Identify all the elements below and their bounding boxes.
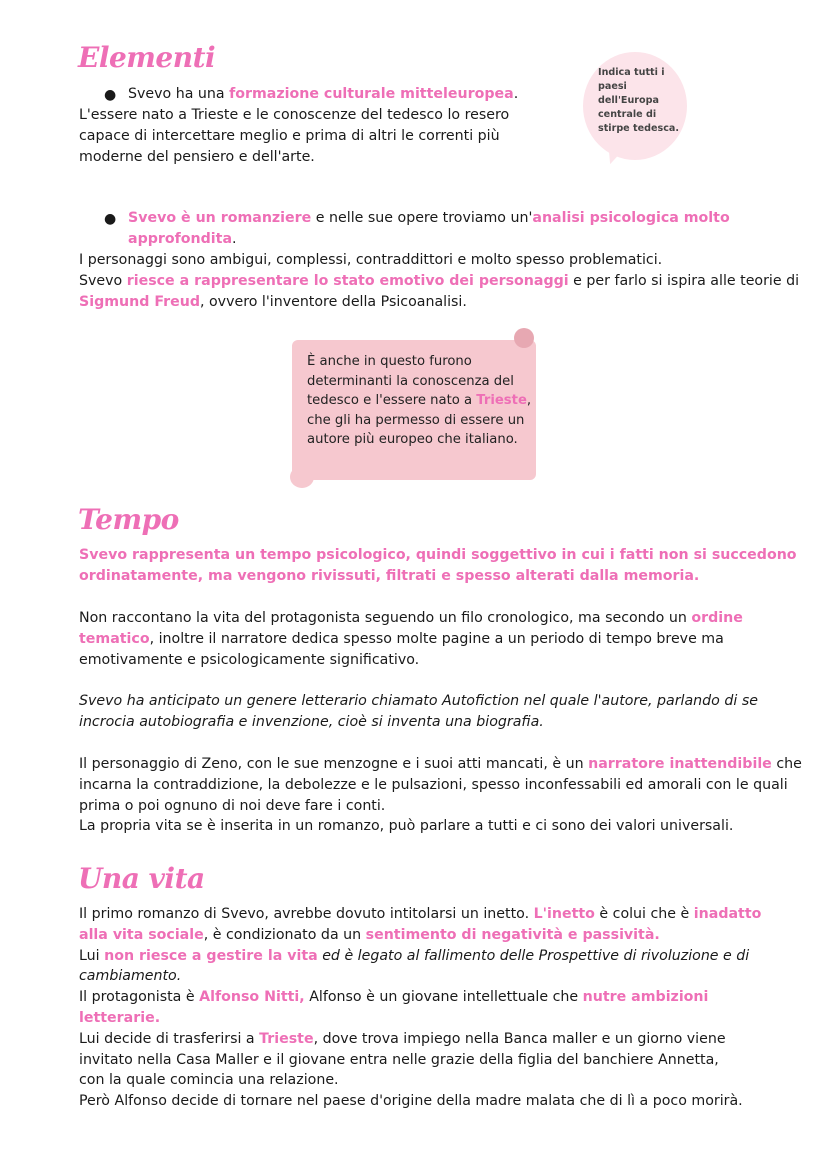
section-title-tempo: Tempo: [78, 503, 179, 536]
paragraph: Non raccontano la vita del protagonista seguendo un filo cronologico, ma secondo un ordine tematico, inoltre il narratore dedica spesso molte pagine a un periodo di tempo breve ma emotivamente e psicologicamente significativo.: [79, 610, 743, 668]
scroll-curl-top: [514, 328, 534, 348]
section-title-elementi: Elementi: [78, 41, 216, 74]
paragraph: Svevo ha una formazione culturale mitteleuropea.: [128, 86, 519, 102]
bubble-text: Indica tutti i paesi dell'Europa centrale di stirpe tedesca.: [598, 67, 680, 134]
bullet-icon: ●: [104, 211, 117, 227]
scroll-text: È anche in questo furono determinanti la conoscenza del tedesco e l'essere nato a Trieste, che gli ha permesso di essere un autore più europeo che italiano.: [307, 354, 532, 448]
paragraph: I personaggi sono ambigui, complessi, contraddittori e molto spesso problematici. Svevo riesce a rappresentare lo stato emotivo dei personaggi e per farlo si ispira alle teorie di Sigmund Freud, ovvero l'inventore della Psicoanalisi.: [79, 252, 800, 310]
bubble-tail: [604, 141, 628, 166]
bubble-shape: [583, 52, 687, 160]
paragraph: Svevo è un romanziere e nelle sue opere troviamo un'analisi psicologica molto approfondita.: [128, 210, 730, 247]
scroll-note: [292, 330, 536, 488]
paragraph: Il personaggio di Zeno, con le sue menzogne e i suoi atti mancati, è un narratore inattendibile che incarna la contraddizione, la debolezze e le pulsazioni, spesso inconfessabili ed amorali con le quali prima o poi ognuno di noi deve fare i conti. La propria vita se è inserita in un romanzo, può parlare a tutti e ci sono dei valori universali.: [79, 756, 802, 835]
paragraph: Il primo romanzo di Svevo, avrebbe dovuto intitolarsi un inetto. L'inetto è colui che è inadatto alla vita sociale, è condizionato da un sentimento di negatività e passività. Lui non riesce a gestire la vita ed è legato al fallimento delle Prospettive di rivoluzione e di cambiamento. Il protagonista è Alfonso Nitti, Alfonso è un giovane intellettuale che nutre ambizioni letterarie. Lui decide di trasferirsi a Trieste, dove trova impiego nella Banca maller e un giorno viene invitato nella Casa Maller e il giovane entra nelle grazie della figlia del banchiere Annetta, con la quale comincia una relazione. Però Alfonso decide di tornare nel paese d'origine della madre malata che di lì a poco morirà.: [79, 906, 762, 1110]
lead-paragraph: Svevo rappresenta un tempo psicologico, quindi soggettivo in cui i fatti non si succedono ordinatamente, ma vengono rivissuti, filtrati e spesso alterati dalla memoria.: [79, 547, 797, 584]
paragraph: Svevo ha anticipato un genere letterario chiamato Autofiction nel quale l'autore, parlando di se incrocia autobiografia e invenzione, cioè si inventa una biografia.: [79, 693, 758, 730]
section-title-una-vita: Una vita: [78, 862, 205, 895]
bullet-icon: ●: [104, 87, 117, 103]
scroll-curl-bottom: [290, 466, 314, 488]
paragraph: L'essere nato a Trieste e le conoscenze del tedesco lo resero capace di intercettare meglio e prima di altri le correnti più moderne del pensiero e dell'arte.: [79, 107, 510, 165]
